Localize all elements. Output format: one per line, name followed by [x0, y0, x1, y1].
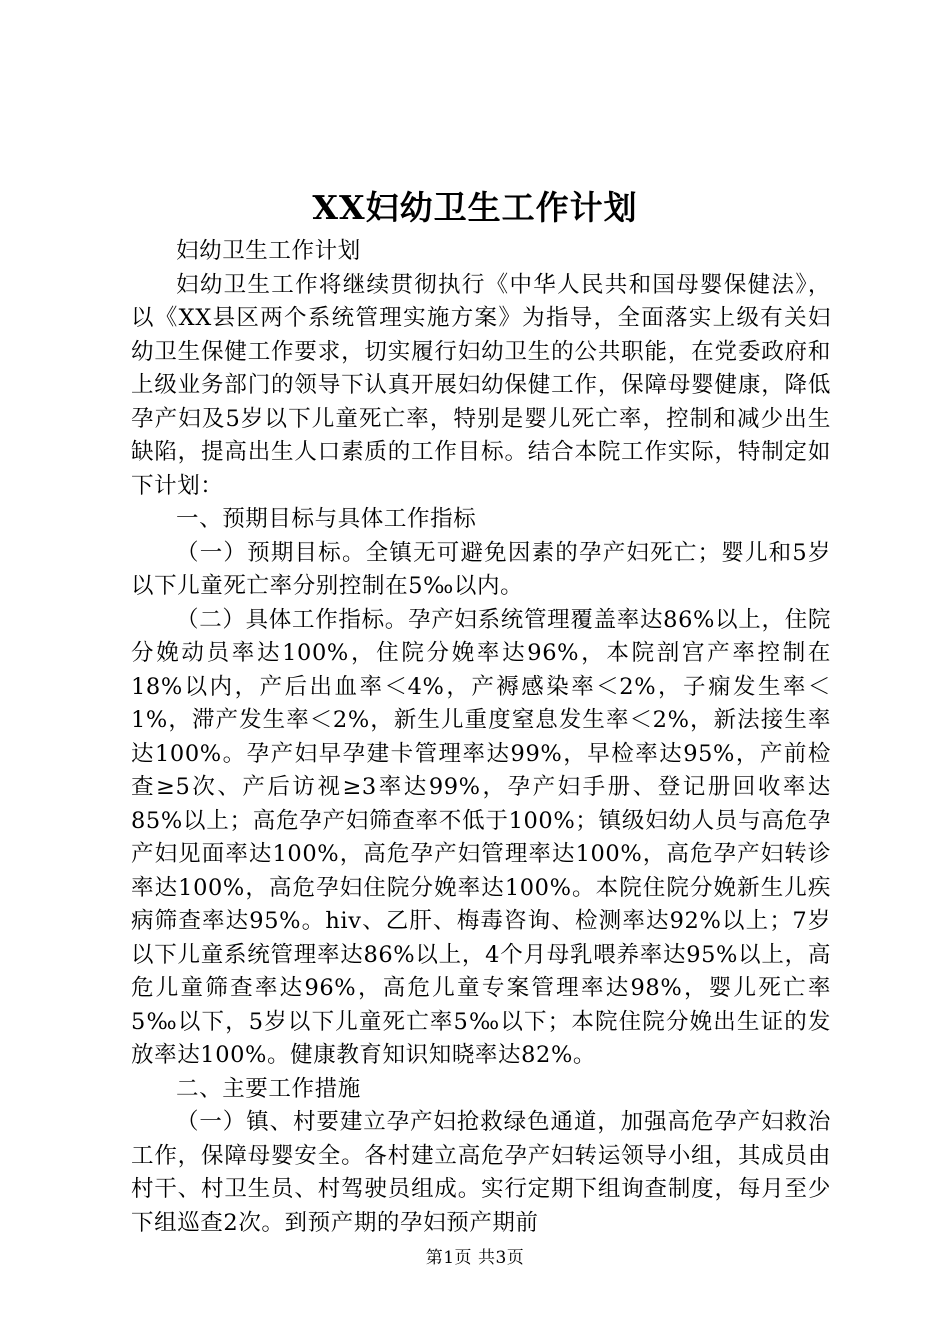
- subsection-paragraph-2: （二）具体工作指标。孕产妇系统管理覆盖率达86%以上，住院分娩动员率达100%，住院分娩率达96%，本院剖宫产率控制在18%以内，产后出血率＜4%，产褥感染率＜2%，子痫发生率＜1%，滞产发生率＜2%，新生儿重度窒息发生率＜2%，新法接生率达100%。孕产妇早孕建卡管理率达99%，早检率达95%，产前检查≥5次、产后访视≥3率达99%，孕产妇手册、登记册回收率达85%以上；高危孕产妇筛查率不低于100%；镇级妇幼人员与高危孕产妇见面率达100%，高危孕产妇管理率达100%，高危孕产妇转诊率达100%，高危孕妇住院分娩率达100%。本院住院分娩新生儿疾病筛查率达95%。hiv、乙肝、梅毒咨询、检测率达92%以上；7岁以下儿童系统管理率达86%以上，4个月母乳喂养率达95%以上，高危儿童筛查率达96%，高危儿童专案管理率达98%，婴儿死亡率5‰以下，5岁以下儿童死亡率5‰以下；本院住院分娩出生证的发放率达100%。健康教育知识知晓率达82%。: [131, 606, 831, 1068]
- document-title: XX妇幼卫生工作计划: [312, 188, 638, 227]
- subtitle-paragraph: 妇幼卫生工作计划: [176, 238, 361, 264]
- intro-paragraph: 妇幼卫生工作将继续贯彻执行《中华人民共和国母婴保健法》，以《XX县区两个系统管理实施方案》为指导，全面落实上级有关妇幼卫生保健工作要求，切实履行妇幼卫生的公共职能，在党委政府和上级业务部门的领导下认真开展妇幼保健工作，保障母婴健康，降低孕产妇及5岁以下儿童死亡率，特别是婴儿死亡率，控制和减少出生缺陷，提高出生人口素质的工作目标。结合本院工作实际，特制定如下计划：: [131, 271, 831, 499]
- section-heading-1: 一、预期目标与具体工作指标: [176, 506, 477, 532]
- subsection-paragraph-1: （一）预期目标。全镇无可避免因素的孕产妇死亡；婴儿和5岁以下儿童死亡率分别控制在5‰以内。: [131, 539, 831, 599]
- section-heading-2: 二、主要工作措施: [176, 1075, 361, 1102]
- page-footer: 第1页 共3页: [425, 1248, 525, 1268]
- document-body: [131, 235, 831, 1240]
- subsection-paragraph-3: （一）镇、村要建立孕产妇抢救绿色通道，加强高危孕产妇救治工作，保障母婴安全。各村建立高危孕产妇转运领导小组，其成员由村干、村卫生员、村驾驶员组成。实行定期下组询查制度，每月至少下组巡查2次。到预产期的孕妇预产期前: [131, 1109, 831, 1236]
